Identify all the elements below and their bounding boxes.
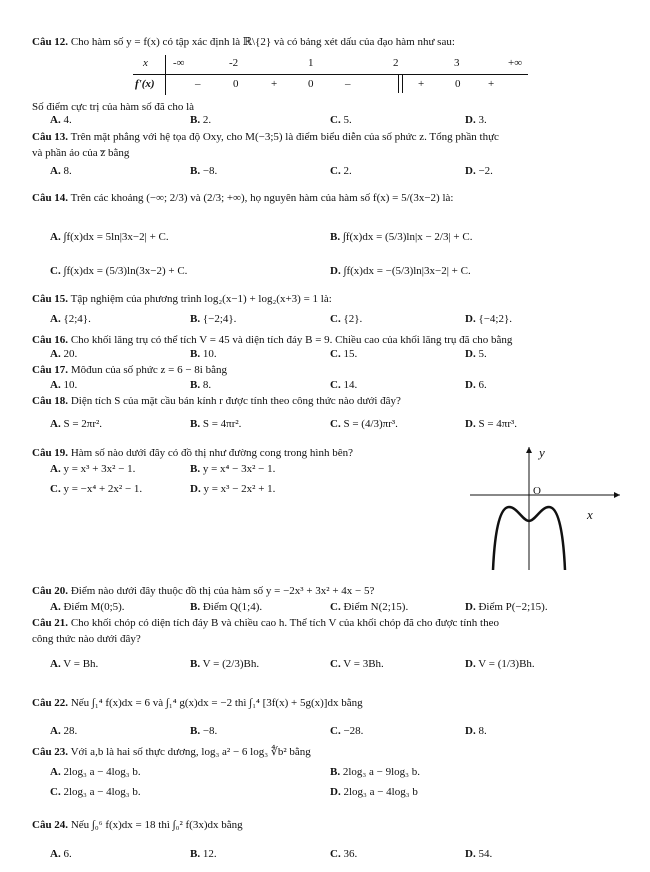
q19-option-c: C. y = −x⁴ + 2x² − 1. — [50, 483, 143, 495]
q15-option-c: C. {2}. — [330, 313, 363, 325]
q18-stem: Câu 18. Diện tích S của mặt cầu bán kính r được tính theo công thức nào dưới đây? — [32, 395, 401, 407]
sign-row-fprime — [133, 76, 528, 95]
x-val-1: -2 — [229, 57, 239, 69]
q17-option-c: C. 14. — [330, 379, 358, 391]
q20-option-a: A. Điểm M(0;5). — [50, 601, 125, 613]
q23-option-a: A. 2log₃ a − 4log₃ b. — [50, 766, 141, 778]
q20-stem: Câu 20. Điểm nào dưới đây thuộc đồ thị của hàm số y = −2x³ + 3x² + 4x − 5? — [32, 585, 375, 597]
sign-table — [133, 55, 528, 95]
q18-option-b: B. S = 4πr². — [190, 418, 242, 430]
q24-option-a: A. 6. — [50, 848, 72, 860]
q18-option-c: C. S = (4/3)πr³. — [330, 418, 398, 430]
q22-option-c: C. −28. — [330, 725, 364, 737]
q12-question: Số điểm cực trị của hàm số đã cho là — [32, 101, 195, 113]
sign-7: + — [488, 78, 495, 90]
sign-5: + — [418, 78, 425, 90]
sign-2: + — [271, 78, 278, 90]
sign-3: 0 — [308, 78, 314, 90]
q23-stem: Câu 23. Với a,b là hai số thực dương, log₃ a² − 6 log₃ ∜b² bằng — [32, 746, 311, 758]
q16-option-a: A. 20. — [50, 348, 78, 360]
q24-option-b: B. 12. — [190, 848, 217, 860]
q13-option-d: D. −2. — [465, 165, 493, 177]
q13-stem: Câu 13. Trên mặt phẳng với hệ tọa độ Oxy, cho M(−3;5) là điểm biểu diễn của số phức z. Tổng phần thực — [32, 131, 499, 143]
q17-option-d: D. 6. — [465, 379, 487, 391]
q22-stem: Câu 22. Nếu ∫₁⁴ f(x)dx = 6 và ∫₁⁴ g(x)dx = −2 thì ∫₁⁴ [3f(x) + 5g(x)]dx bằng — [32, 697, 363, 709]
q12-option-a: A. 4. — [50, 114, 72, 126]
q12-option-d: D. 3. — [465, 114, 487, 126]
q23-option-b: B. 2log₃ a − 9log₃ b. — [330, 766, 420, 778]
q22-option-a: A. 28. — [50, 725, 78, 737]
q19-option-b: B. y = x⁴ − 3x² − 1. — [190, 463, 276, 475]
q16-option-c: C. 15. — [330, 348, 358, 360]
table-hline — [133, 74, 528, 75]
q21-stem2: công thức nào dưới đây? — [32, 633, 141, 645]
q17-option-a: A. 10. — [50, 379, 78, 391]
q13-option-b: B. −8. — [190, 165, 218, 177]
x-val-0: -∞ — [173, 57, 185, 69]
q19-option-d: D. y = x³ − 2x² + 1. — [190, 483, 276, 495]
q15-option-b: B. {−2;4}. — [190, 313, 237, 325]
q18-option-a: A. S = 2πr². — [50, 418, 103, 430]
q16-option-b: B. 10. — [190, 348, 217, 360]
y-axis-arrow — [526, 447, 532, 453]
q13-option-a: A. 8. — [50, 165, 72, 177]
graph-svg — [465, 445, 625, 575]
q14-stem: Câu 14. Trên các khoảng (−∞; 2/3) và (2/3; +∞), họ nguyên hàm của hàm số f(x) = 5/(3x−2) là: — [32, 192, 454, 204]
q14-option-c: C. ∫f(x)dx = (5/3)ln(3x−2) + C. — [50, 265, 188, 277]
q24-option-c: C. 36. — [330, 848, 358, 860]
sign-6: 0 — [455, 78, 461, 90]
q21-option-b: B. V = (2/3)Bh. — [190, 658, 260, 670]
q13-option-c: C. 2. — [330, 165, 352, 177]
q19-option-a: A. y = x³ + 3x² − 1. — [50, 463, 136, 475]
x-val-4: 3 — [454, 57, 460, 69]
q21-stem: Câu 21. Cho khối chóp có diện tích đáy B và chiều cao h. Thể tích V của khối chóp đã cho được tính theo — [32, 617, 499, 629]
q19-graph — [465, 445, 625, 575]
sign-1: 0 — [233, 78, 239, 90]
q14-option-b: B. ∫f(x)dx = (5/3)ln|x − 2/3| + C. — [330, 231, 473, 243]
q15-option-a: A. {2;4}. — [50, 313, 91, 325]
graph-label-o: O — [533, 485, 541, 497]
graph-label-y: y — [539, 445, 545, 460]
q20-option-c: C. Điểm N(2;15). — [330, 601, 409, 613]
q19-stem: Câu 19. Hàm số nào dưới đây có đồ thị như đường cong trong hình bên? — [32, 447, 353, 459]
graph-label-x: x — [587, 507, 593, 522]
sign-row-x — [133, 55, 528, 74]
x-axis-arrow — [614, 492, 620, 498]
q12-stem: Câu 12. Cho hàm số y = f(x) có tập xác định là ℝ\{2} và có bảng xét dấu của đạo hàm như sau: — [32, 36, 455, 48]
q21-option-d: D. V = (1/3)Bh. — [465, 658, 535, 670]
q24-stem: Câu 24. Nếu ∫₀⁶ f(x)dx = 18 thì ∫₀² f(3x)dx bằng — [32, 819, 243, 831]
x-val-3: 2 — [393, 57, 399, 69]
q13-stem2: và phần ảo của z̅ bằng — [32, 147, 130, 159]
q23-option-c: C. 2log₃ a − 4log₃ b. — [50, 786, 141, 798]
sign-4: – — [345, 78, 351, 90]
q14-option-a: A. ∫f(x)dx = 5ln|3x−2| + C. — [50, 231, 169, 243]
q17-stem: Câu 17. Môđun của số phức z = 6 − 8i bằng — [32, 364, 227, 376]
label-x: x — [143, 57, 148, 69]
q12-option-b: B. 2. — [190, 114, 212, 126]
q16-stem: Câu 16. Cho khối lăng trụ có thể tích V = 45 và diện tích đáy B = 9. Chiều cao của khối lăng trụ đã cho bằng — [32, 334, 513, 346]
q15-option-d: D. {−4;2}. — [465, 313, 513, 325]
q16-option-d: D. 5. — [465, 348, 487, 360]
q21-option-c: C. V = 3Bh. — [330, 658, 384, 670]
q17-option-b: B. 8. — [190, 379, 212, 391]
q20-option-d: D. Điểm P(−2;15). — [465, 601, 548, 613]
q20-option-b: B. Điểm Q(1;4). — [190, 601, 263, 613]
q15-stem: Câu 15. Tập nghiệm của phương trình log₂(x−1) + log₂(x+3) = 1 là: — [32, 293, 332, 305]
q14-option-d: D. ∫f(x)dx = −(5/3)ln|3x−2| + C. — [330, 265, 471, 277]
q21-option-a: A. V = Bh. — [50, 658, 99, 670]
q23-option-d: D. 2log₃ a − 4log₃ b — [330, 786, 418, 798]
q22-option-d: D. 8. — [465, 725, 487, 737]
q24-option-d: D. 54. — [465, 848, 493, 860]
x-val-5: +∞ — [508, 57, 523, 69]
label-fprime: f'(x) — [135, 78, 155, 90]
x-val-2: 1 — [308, 57, 314, 69]
sign-0: – — [195, 78, 201, 90]
q18-option-d: D. S = 4πr³. — [465, 418, 518, 430]
q12-option-c: C. 5. — [330, 114, 352, 126]
q22-option-b: B. −8. — [190, 725, 218, 737]
